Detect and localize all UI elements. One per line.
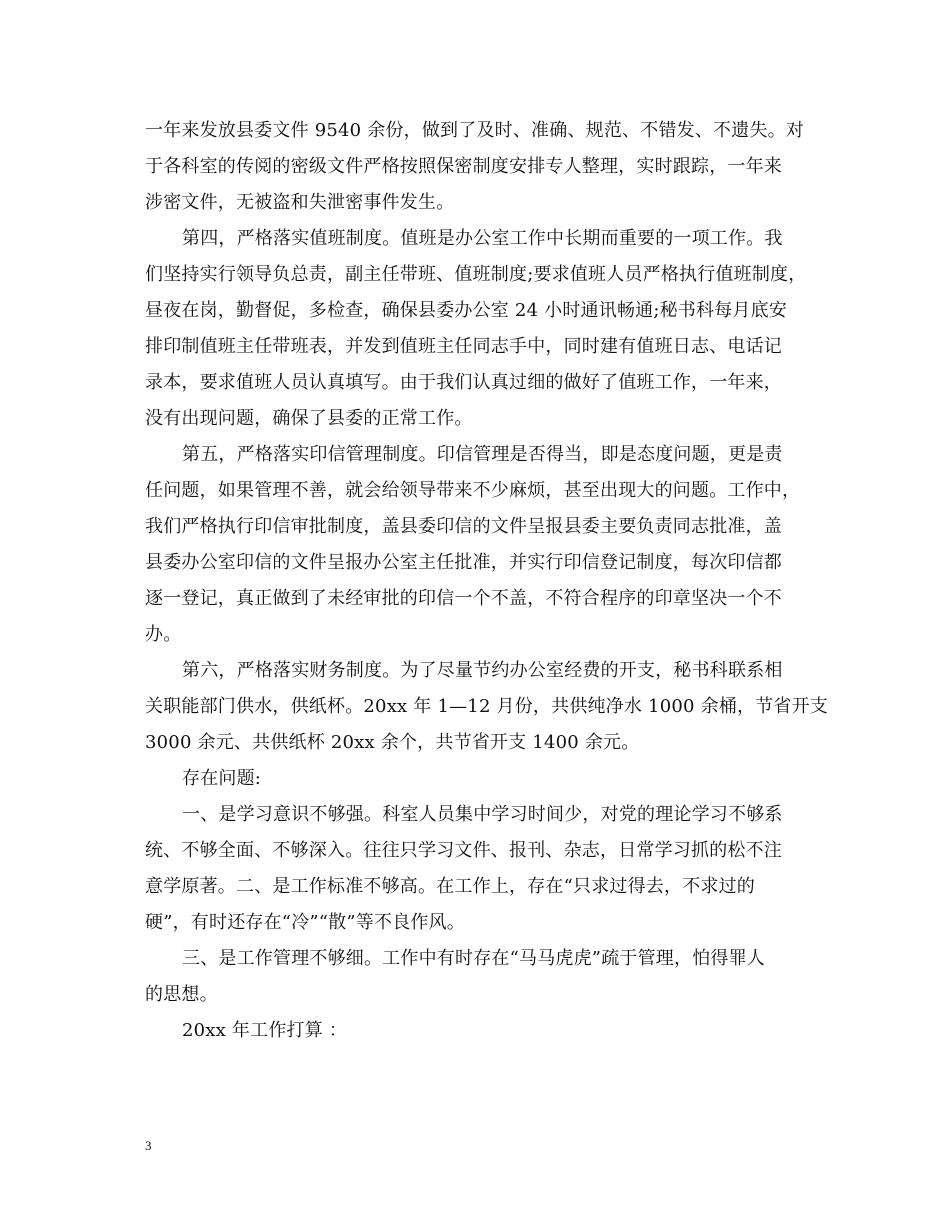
paragraph-line: 硬”，有时还存在“冷”“散”等不良作风。 [145,912,466,933]
paragraph-line: 意学原著。二、是工作标准不够高。在工作上，存在“只求过得去，不求过的 [145,876,755,897]
paragraph-line: 昼夜在岗，勤督促，多检查，确保县委办公室 24 小时通讯畅通;秘书科每月底安 [145,300,788,321]
paragraph-line: 县委办公室印信的文件呈报办公室主任批准，并实行印信登记制度，每次印信都 [145,552,782,573]
paragraph-line: 关职能部门供水，供纸杯。20xx 年 1—12 月份，共供纯净水 1000 余桶，节省开支 [145,696,828,717]
paragraph-line: 三、是工作管理不够细。工作中有时存在“马马虎虎”疏于管理，怕得罪人 [182,948,766,969]
section-heading: 20xx 年工作打算 ： [182,1020,348,1041]
paragraph-line: 3000 余元、共供纸杯 20xx 余个，共节省开支 1400 余元。 [145,732,640,753]
paragraph-line: 第六，严格落实财务制度。为了尽量节约办公室经费的开支，秘书科联系相 [182,660,783,681]
paragraph-line: 办。 [145,624,182,645]
paragraph-line: 统、不够全面、不够深入。往往只学习文件、报刊、杂志，日常学习抓的松不注 [145,840,782,861]
paragraph-line: 一年来发放县委文件 9540 余份，做到了及时、准确、规范、不错发、不遗失。对 [145,120,805,141]
paragraph-line: 于各科室的传阅的密级文件严格按照保密制度安排专人整理，实时跟踪，一年来 [145,156,782,177]
paragraph-line: 排印制值班主任带班表，并发到值班主任同志手中，同时建有值班日志、电话记 [145,336,782,357]
section-heading: 存在问题: [182,768,262,789]
paragraph-line: 第四，严格落实值班制度。值班是办公室工作中长期而重要的一项工作。我 [182,228,783,249]
paragraph-line: 逐一登记，真正做到了未经审批的印信一个不盖，不符合程序的印章坚决一个不 [145,588,782,609]
paragraph-line: 一、是学习意识不够强。科室人员集中学习时间少，对党的理论学习不够系 [182,804,783,825]
page-number: 3 [145,1138,152,1153]
paragraph-line: 的思想。 [145,984,218,1005]
paragraph-line: 第五，严格落实印信管理制度。印信管理是否得当，即是态度问题，更是责 [182,444,783,465]
paragraph-line: 涉密文件，无被盗和失泄密事件发生。 [145,192,455,213]
paragraph-line: 没有出现问题，确保了县委的正常工作。 [145,408,473,429]
paragraph-line: 我们严格执行印信审批制度，盖县委印信的文件呈报县委主要负责同志批准，盖 [145,516,782,537]
paragraph-line: 们坚持实行领导负总责，副主任带班、值班制度;要求值班人员严格执行值班制度， [145,264,807,285]
paragraph-line: 录本，要求值班人员认真填写。由于我们认真过细的做好了值班工作，一年来， [145,372,782,393]
paragraph-line: 任问题，如果管理不善，就会给领导带来不少麻烦，甚至出现大的问题。工作中， [145,480,801,501]
